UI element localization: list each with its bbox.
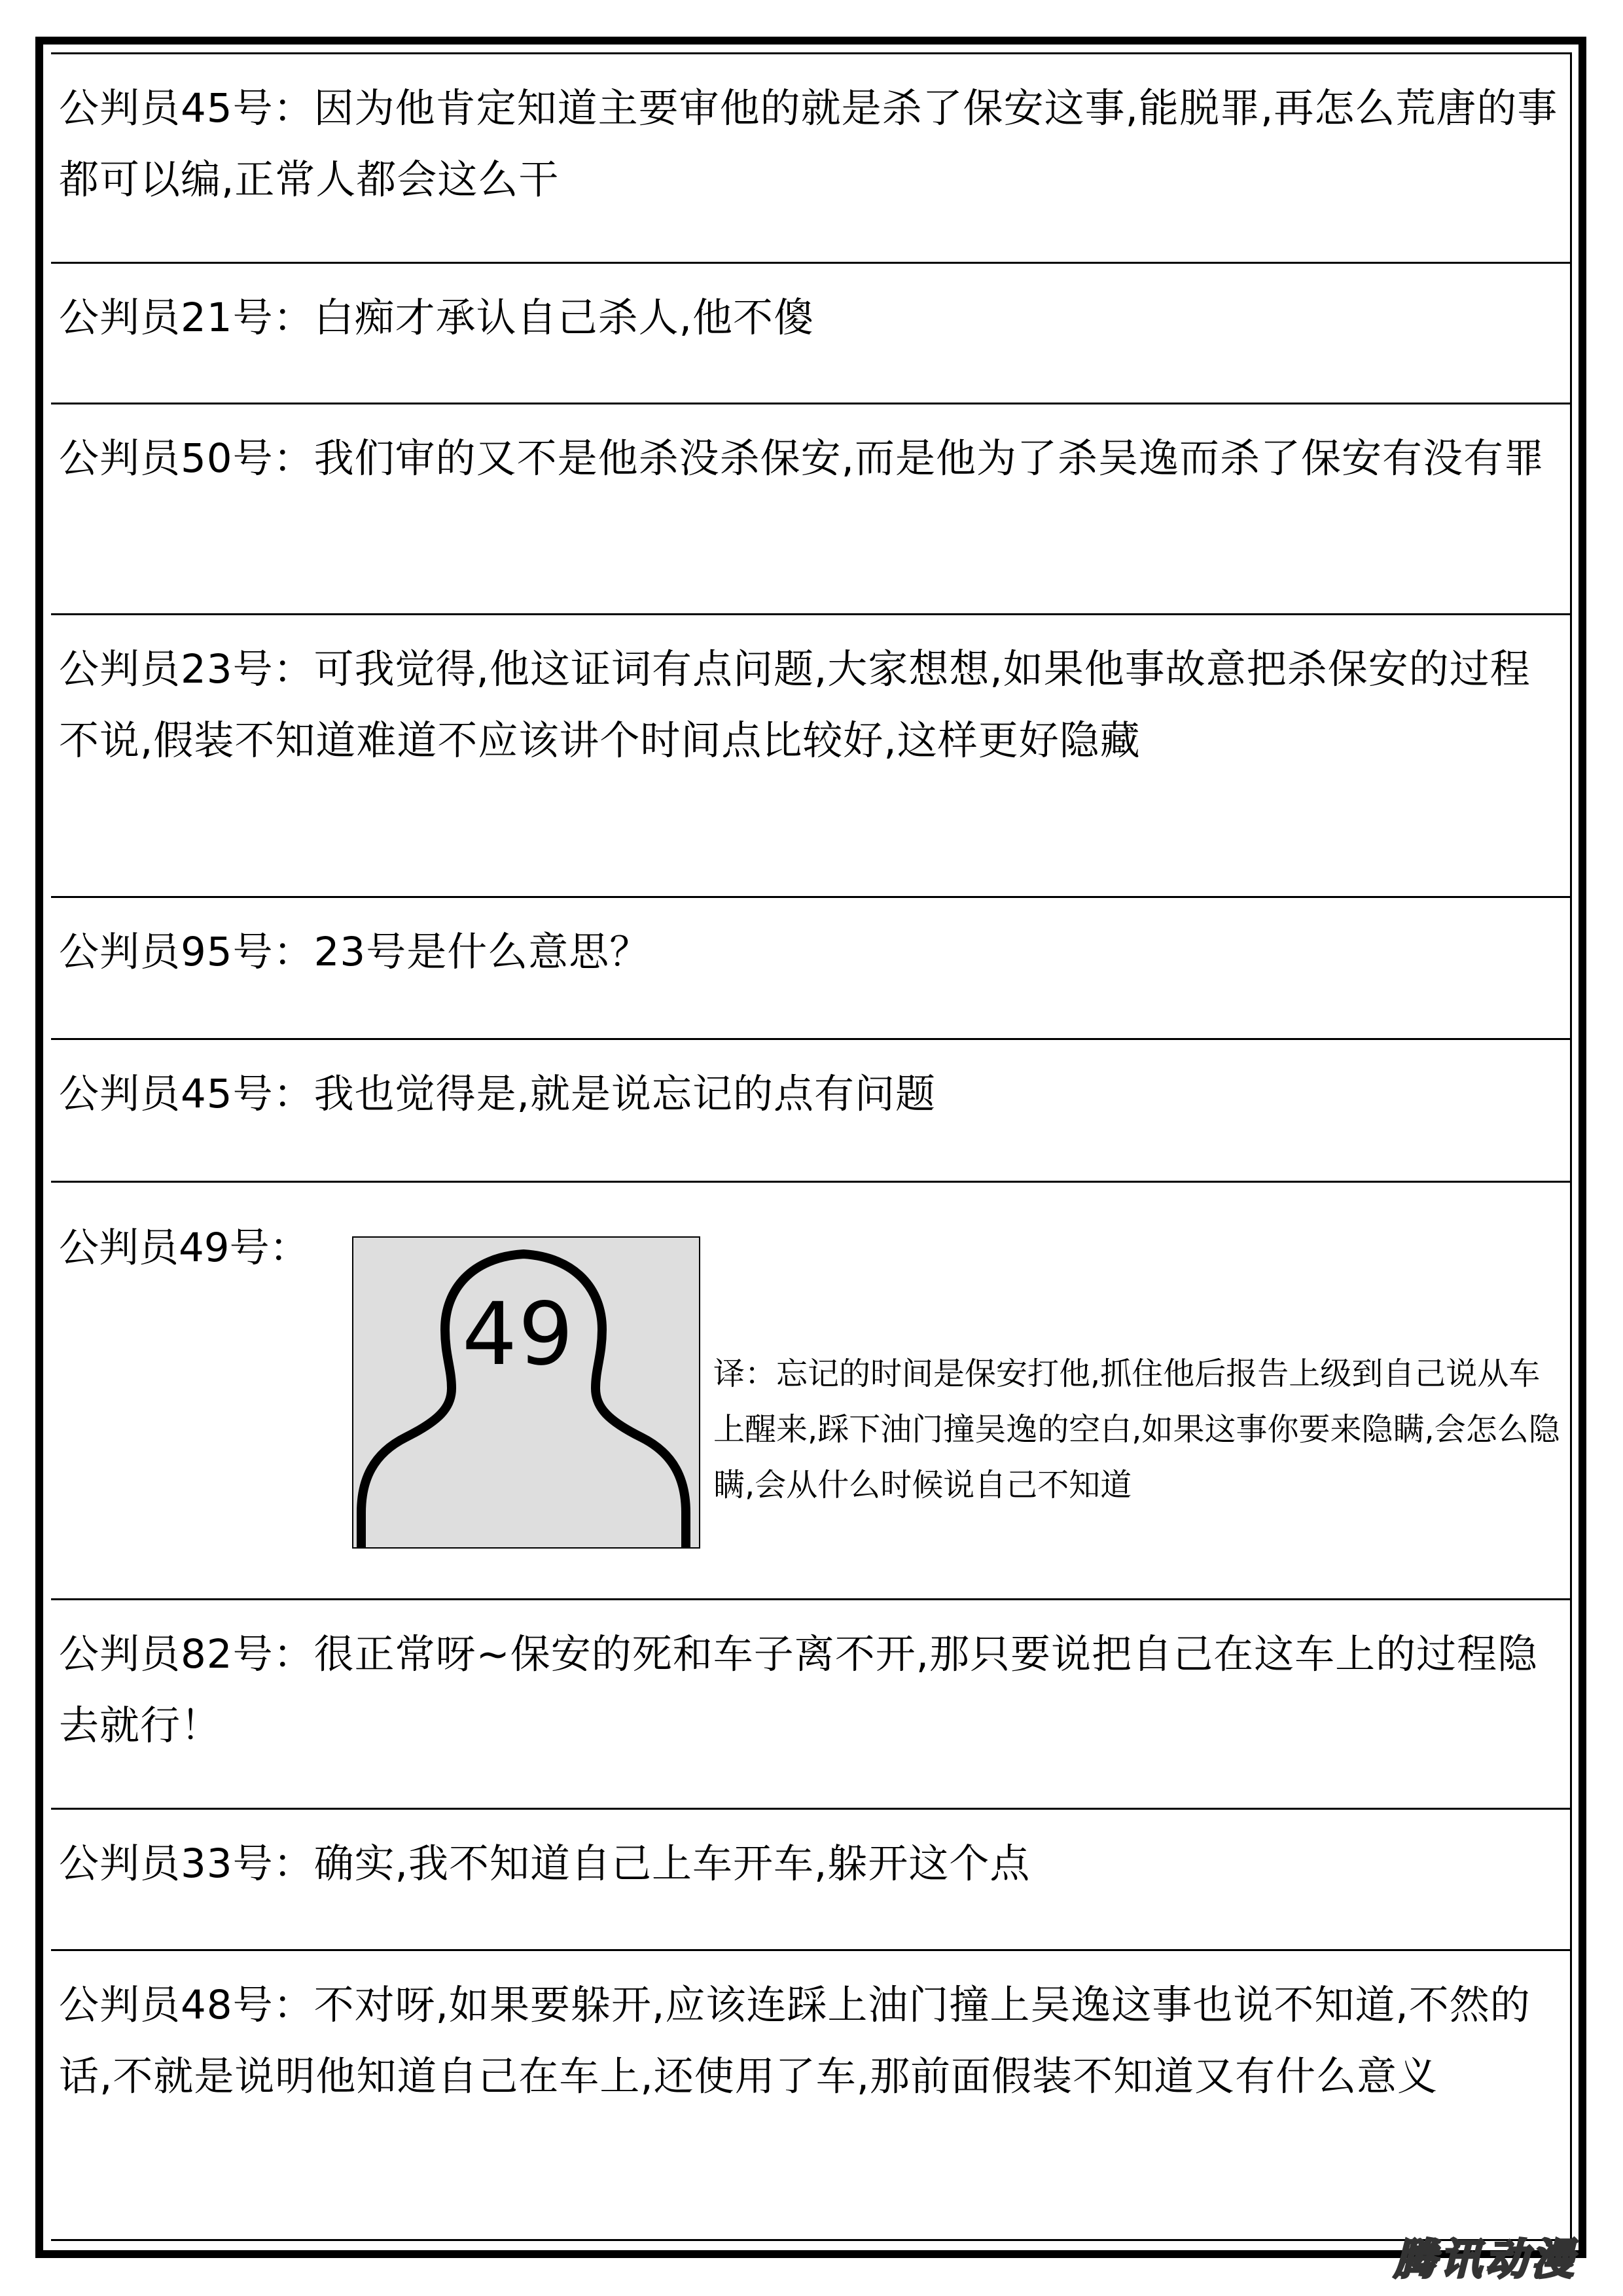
dialogue-text: 公判员48号：不对呀,如果要躲开,应该连踩上油门撞上吴逸这事也说不知道,不然的话,不就是说明他知道自己在车上,还使用了车,那前面假装不知道又有什么意义 <box>59 1982 1531 2100</box>
dialogue-row <box>51 54 1570 264</box>
dialogue-text: 公判员23号：可我觉得,他这证词有点问题,大家想想,如果他事故意把杀保安的过程不说,假装不知道难道不应该讲个时间点比较好,这样更好隐藏 <box>59 646 1531 764</box>
dialogue-row <box>51 264 1570 404</box>
dialogue-row <box>51 615 1570 898</box>
dialogue-text: 公判员33号：确实,我不知道自己上车开车,躲开这个点 <box>59 1840 1031 1887</box>
dialogue-row <box>51 1951 1570 2248</box>
page-frame <box>35 37 1586 2258</box>
dialogue-text: 公判员45号：因为他肯定知道主要审他的就是杀了保安这事,能脱罪,再怎么荒唐的事都可以编,正常人都会这么干 <box>59 85 1558 203</box>
dialogue-text: 公判员45号：我也觉得是,就是说忘记的点有问题 <box>59 1071 936 1117</box>
dialogue-table <box>51 52 1572 2241</box>
translation-note: 译：忘记的时间是保安打他,抓住他后报告上级到自己说从车上醒来,踩下油门撞吴逸的空白,如果这事你要来隐瞒,会怎么隐瞒,会从什么时候说自己不知道 <box>713 1355 1560 1503</box>
dialogue-row <box>51 404 1570 615</box>
dialogue-row <box>51 1040 1570 1183</box>
speaker-label: 公判员49号： <box>59 1225 310 1271</box>
dialogue-text: 公判员82号：很正常呀~保安的死和车子离不开,那只要说把自己在这车上的过程隐去就行！ <box>59 1631 1539 1749</box>
dialogue-row <box>51 1810 1570 1951</box>
dialogue-row <box>51 1600 1570 1810</box>
dialogue-row-with-portrait <box>51 1183 1570 1600</box>
dialogue-text: 公判员95号：23号是什么意思？ <box>59 929 651 975</box>
dialogue-text: 公判员50号：我们审的又不是他杀没杀保安,而是他为了杀吴逸而杀了保安有没有罪 <box>59 435 1545 482</box>
juror-portrait <box>352 1236 700 1549</box>
watermark-logo: 腾讯动漫 <box>1394 2236 1577 2284</box>
portrait-number: 49 <box>462 1284 575 1385</box>
dialogue-text: 公判员21号：白痴才承认自己杀人,他不傻 <box>59 295 815 341</box>
dialogue-row <box>51 898 1570 1040</box>
